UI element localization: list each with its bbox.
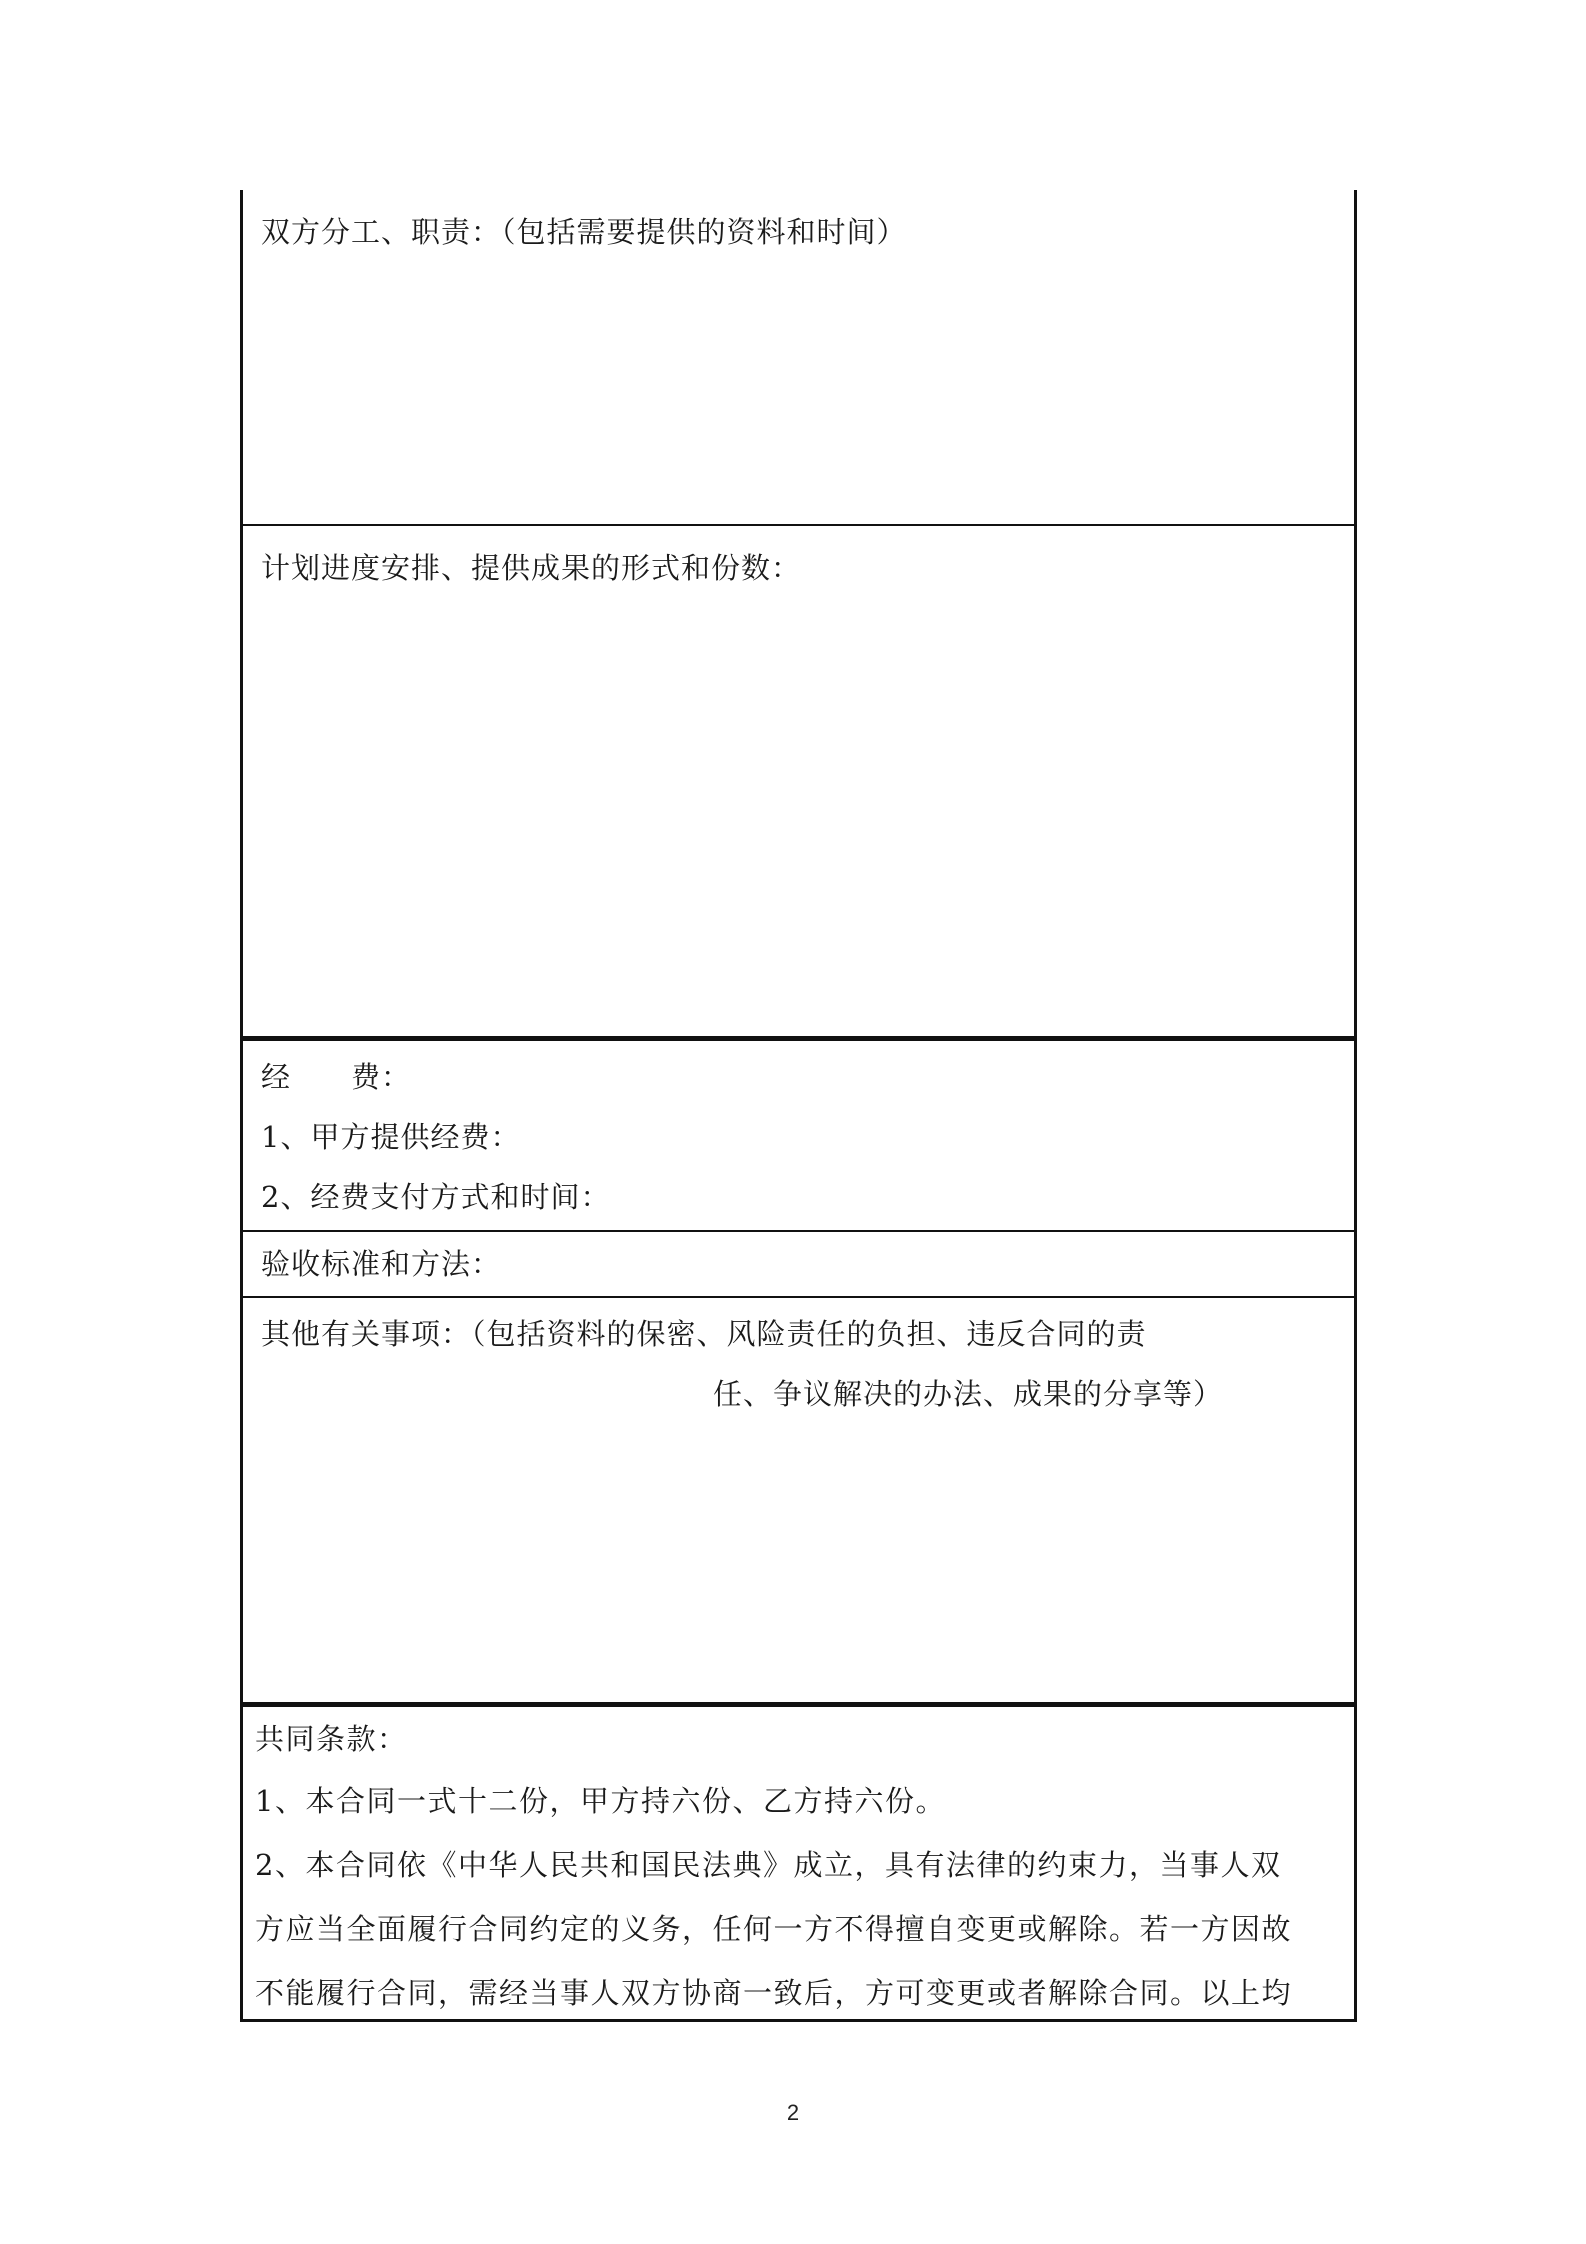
funding-item-2: 2、经费支付方式和时间： — [261, 1180, 611, 1214]
page-number: 2 — [786, 2100, 800, 2125]
schedule-row — [243, 524, 1354, 1036]
other-matters-line-2: 任、争议解决的办法、成果的分享等） — [713, 1377, 1224, 1411]
acceptance-label: 验收标准和方法： — [261, 1247, 502, 1281]
division-label: 双方分工、职责：（包括需要提供的资料和时间） — [261, 215, 907, 249]
common-terms-line-3: 方应当全面履行合同约定的义务，任何一方不得擅自变更或解除。若一方因故 — [255, 1912, 1293, 1946]
common-terms-line-4: 不能履行合同，需经当事人双方协商一致后，方可变更或者解除合同。以上均 — [255, 1976, 1293, 2010]
contract-form-table — [240, 190, 1357, 2022]
division-row — [243, 190, 1354, 524]
common-terms-row — [243, 1702, 1354, 2019]
funding-row — [243, 1036, 1354, 1230]
common-terms-line-2: 2、本合同依《中华人民共和国民法典》成立，具有法律的约束力，当事人双 — [255, 1848, 1282, 1882]
funding-label: 经 费： — [261, 1060, 412, 1094]
other-matters-line-1: 其他有关事项：（包括资料的保密、风险责任的负担、违反合同的责 — [261, 1317, 1147, 1351]
funding-item-1: 1、甲方提供经费： — [261, 1120, 521, 1154]
other-matters-row — [243, 1296, 1354, 1702]
common-terms-line-1: 1、本合同一式十二份，甲方持六份、乙方持六份。 — [255, 1784, 946, 1818]
schedule-label: 计划进度安排、提供成果的形式和份数： — [261, 551, 802, 585]
acceptance-row — [243, 1230, 1354, 1296]
common-terms-label: 共同条款： — [255, 1722, 408, 1756]
